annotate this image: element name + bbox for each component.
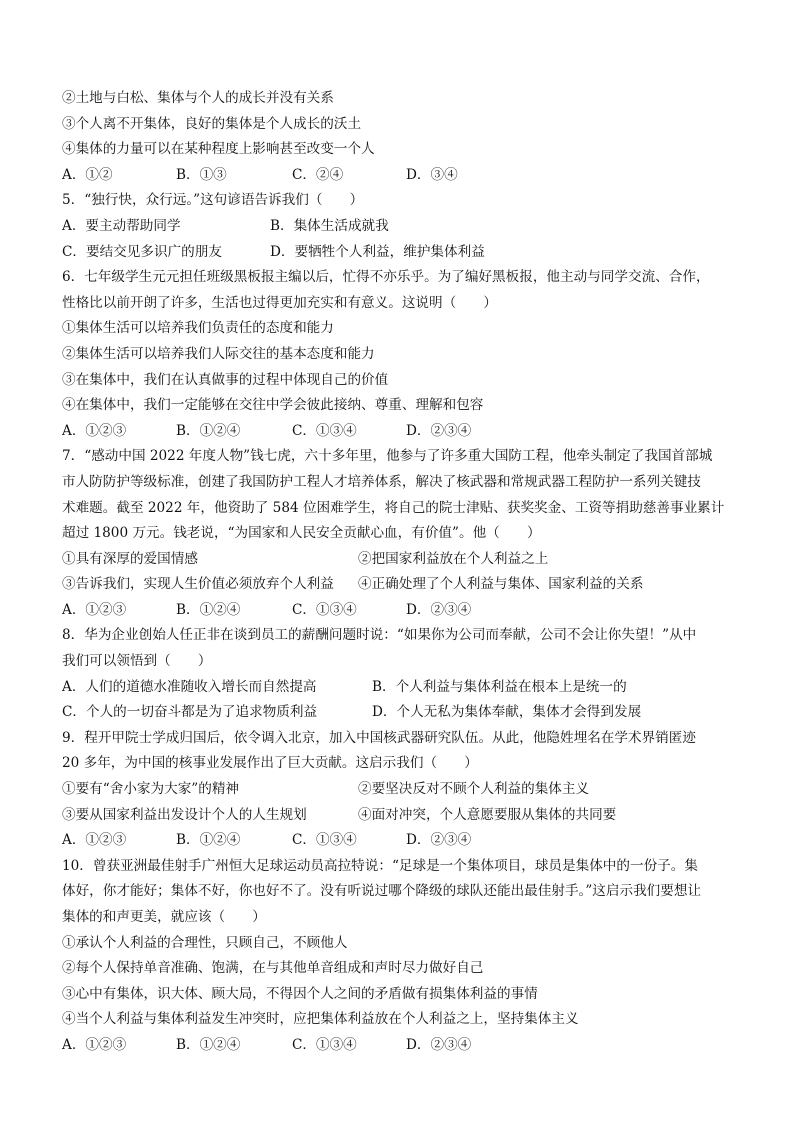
q4-option-b[interactable]: B．①③ [176,166,227,183]
q10-item-1: ①承认个人利益的合理性，只顾自己，不顾他人 [62,934,348,951]
q7-item-3: ③告诉我们，实现人生价值必须放弃个人利益 [62,576,334,593]
q8-options-row2 [62,700,738,726]
q10-stem-line2: 体好，你才能好；集体不好，你也好不了。没有听说过哪个降级的球队还能出最佳射手。”这启示我们要想让 [62,883,702,900]
q10-option-c[interactable]: C．①③④ [292,1036,357,1053]
q5-option-b[interactable]: B．集体生活成就我 [270,217,389,234]
q5-option-d[interactable]: D．要牺牲个人利益，维护集体利益 [270,243,485,260]
q6-option-c[interactable]: C．①③④ [292,422,357,439]
q7-items-row1 [62,547,738,573]
q4-item-4: ④集体的力量可以在某种程度上影响甚至改变一个人 [62,141,375,158]
q5-option-c[interactable]: C．要结交见多识广的朋友 [62,243,222,260]
q5-stem: 5．“独行快，众行远。”这句谚语告诉我们（ ） [62,192,364,209]
q7-stem-line1: 7．“感动中国 2022 年度人物”钱七虎，六十多年里，他参与了许多重大国防工程，他牵头制定了我国首部城 [62,448,713,465]
q10-item-2: ②每个人保持单音准确、饱满，在与其他单音组成和声时尽力做好自己 [62,960,484,977]
q8-stem-line2: 我们可以领悟到（ ） [62,653,212,670]
q10-item-3: ③心中有集体，识大体、顾大局，不得因个人之间的矛盾做有损集体利益的事情 [62,985,538,1002]
q8-option-d[interactable]: D．个人无私为集体奉献，集体才会得到发展 [372,704,642,721]
q6-item-2: ②集体生活可以培养我们人际交往的基本态度和能力 [62,345,375,362]
q9-stem-line1: 9．程开甲院士学成归国后，依令调入北京，加入中国核武器研究队伍。从此，他隐姓埋名在学术界销匿迹 [62,729,696,746]
q4-item-2: ②土地与白松、集体与个人的成长并没有关系 [62,90,334,106]
q4-options [62,163,738,189]
q7-options [62,598,738,624]
q9-stem-line2: 20 多年，为中国的核事业发展作出了巨大贡献。这启示我们（ ） [62,755,478,772]
q7-item-2: ②把国家利益放在个人利益之上 [358,550,549,567]
q9-item-1: ①要有“舍小家为大家”的精神 [62,781,240,798]
q5-options-row1 [62,214,738,240]
q9-item-3: ③要从国家利益出发设计个人的人生规划 [62,806,307,823]
q7-option-d[interactable]: D．②③④ [406,601,472,618]
q5-option-a[interactable]: A．要主动帮助同学 [62,217,181,234]
q9-items-row1 [62,777,738,803]
q5-options-row2 [62,240,738,266]
q8-option-b[interactable]: B．个人利益与集体利益在根本上是统一的 [372,678,627,695]
q9-option-c[interactable]: C．①③④ [292,832,357,849]
q9-option-a[interactable]: A．①②③ [62,832,127,849]
q6-item-4: ④在集体中，我们一定能够在交往中学会彼此接纳、尊重、理解和包容 [62,397,484,414]
q8-options-row1 [62,675,738,701]
q6-options [62,419,738,445]
q9-item-4: ④面对冲突，个人意愿要服从集体的共同要 [358,806,617,823]
q7-items-row2 [62,572,738,598]
q7-option-c[interactable]: C．①③④ [292,601,357,618]
q10-options [62,1033,738,1059]
q4-item-3: ③个人离不开集体，良好的集体是个人成长的沃土 [62,115,362,132]
q7-stem-line2: 市人防防护等级标准，创建了我国防护工程人才培养体系，解决了核武器和常规武器工程防护一系列关键技 [62,473,701,490]
q7-option-b[interactable]: B．①②④ [176,601,241,618]
q7-stem-line4: 超过 1800 万元。钱老说，“为国家和人民安全贡献心血，有价值”。他（ ） [62,525,541,542]
q10-option-d[interactable]: D．②③④ [406,1036,472,1053]
q7-option-a[interactable]: A．①②③ [62,601,127,618]
q10-option-a[interactable]: A．①②③ [62,1036,127,1053]
q6-item-3: ③在集体中，我们在认真做事的过程中体现自己的价值 [62,371,389,388]
q9-items-row2 [62,803,738,829]
q7-item-4: ④正确处理了个人利益与集体、国家利益的关系 [358,576,644,593]
q9-item-2: ②要坚决反对不顾个人利益的集体主义 [358,781,590,798]
q8-option-c[interactable]: C．个人的一切奋斗都是为了追求物质利益 [62,704,318,721]
q6-option-a[interactable]: A．①②③ [62,422,127,439]
q4-option-c[interactable]: C．②④ [292,166,344,183]
q9-option-b[interactable]: B．①②④ [176,832,241,849]
q8-stem-line1: 8．华为企业创始人任正非在谈到员工的薪酬问题时说：“如果你为公司而奉献，公司不会让你失望！”从中 [62,627,697,644]
q9-options [62,828,738,854]
q6-item-1: ①集体生活可以培养我们负责任的态度和能力 [62,320,334,337]
q10-item-4: ④当个人利益与集体利益发生冲突时，应把集体利益放在个人利益之上，坚持集体主义 [62,1011,579,1028]
q10-stem-line1: 10．曾获亚洲最佳射手广州恒大足球运动员高拉特说：“足球是一个集体项目，球员是集体中的一份子。集 [62,857,698,874]
q8-option-a[interactable]: A．人们的道德水准随收入增长而自然提高 [62,678,317,695]
q9-option-d[interactable]: D．②③④ [406,832,472,849]
q7-stem-line3: 术难题。截至 2022 年，他资助了 584 位困难学生，将自己的院士津贴、获奖奖金、工资等捐助慈善事业累计 [62,499,725,516]
q7-item-1: ①具有深厚的爱国情感 [62,550,198,567]
q10-stem-line3: 集体的和声更美，就应该（ ） [62,909,266,925]
question-content [62,86,738,1059]
q4-option-a[interactable]: A．①② [62,166,113,183]
q6-option-b[interactable]: B．①②④ [176,422,241,439]
q6-stem-line2: 性格比以前开朗了许多，生活也过得更加充实和有意义。这说明（ ） [62,294,497,311]
q4-option-d[interactable]: D．③④ [406,166,458,183]
q10-option-b[interactable]: B．①②④ [176,1036,241,1053]
q6-stem-line1: 6．七年级学生元元担任班级黑板报主编以后，忙得不亦乐乎。为了编好黑板报，他主动与同学交流、合作， [62,269,710,286]
q6-option-d[interactable]: D．②③④ [406,422,472,439]
